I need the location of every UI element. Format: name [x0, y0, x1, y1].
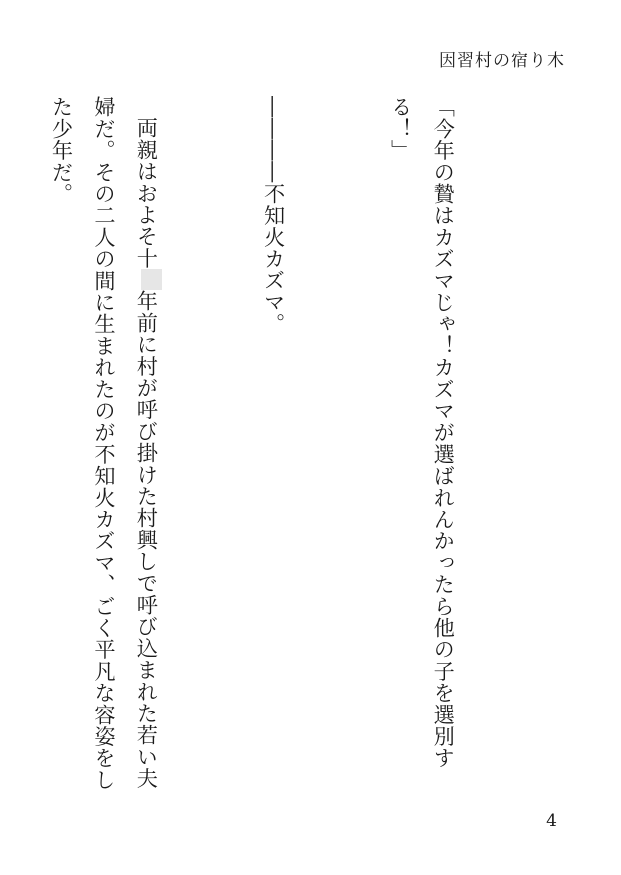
- paragraph-name-line: ――――不知火カズマ。: [261, 96, 287, 335]
- paragraph-parents: [40, 96, 167, 796]
- paragraph-dialogue-1: 「今年の贄はカズマじゃ！カズマが選ばれんかったら他の子を選別する！」: [388, 96, 457, 769]
- page-number: 4: [546, 811, 557, 831]
- paragraph-parents-part-1: 両親はおよそ十: [134, 117, 160, 270]
- blank-space: [141, 269, 162, 290]
- paragraph-parents-part-2: 年前に村が呼び掛けた村興しで呼び込まれた若い夫婦だ。その二人の間に生まれたのが不知火カズマ、ごく平凡な容姿をした少年だ。: [49, 96, 160, 791]
- body-text: [0, 96, 549, 796]
- running-title: 因習村の宿り木: [439, 51, 565, 71]
